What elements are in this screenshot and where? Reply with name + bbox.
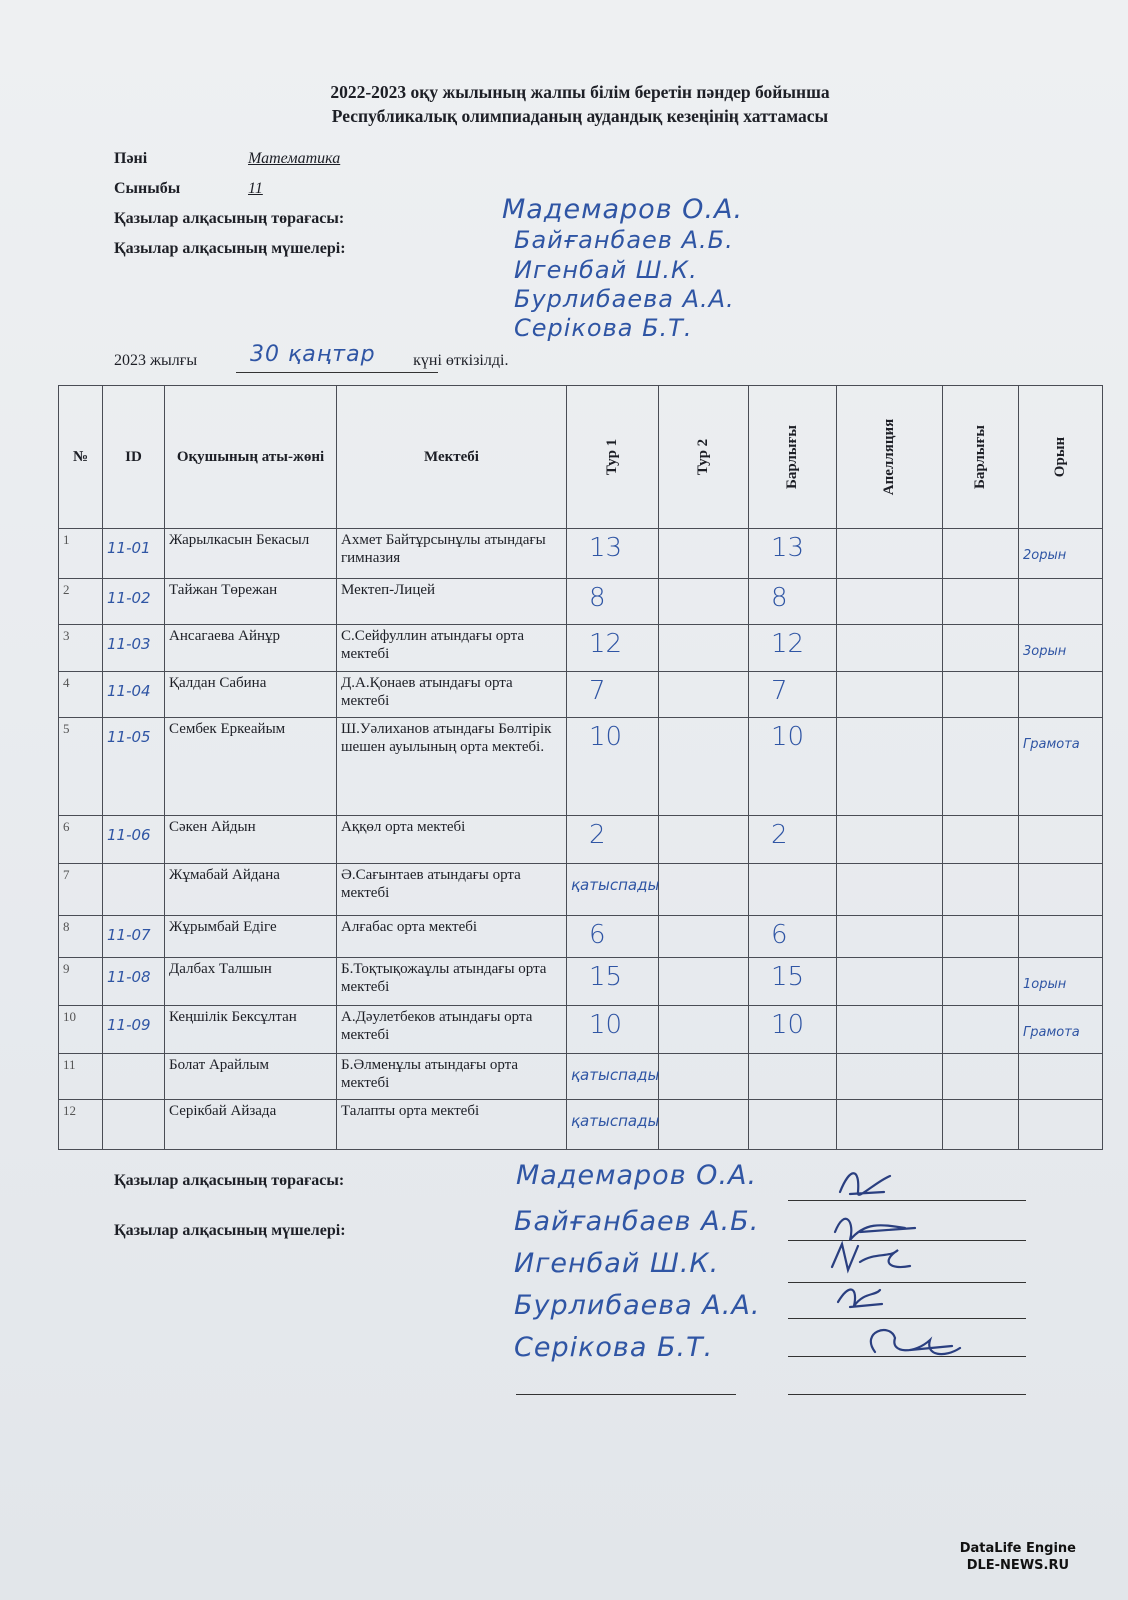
footer-signer-2: Байғанбаев А.Б.	[514, 1206, 760, 1237]
signature-scribbles	[820, 1162, 1030, 1392]
school-name: А.Дәулетбеков атындағы орта мектебі	[337, 1006, 567, 1054]
row-number: 6	[59, 816, 103, 864]
total-after-appeal	[943, 579, 1019, 625]
school-name: С.Сейфуллин атындағы орта мектебі	[337, 625, 567, 672]
appeal-cell	[837, 864, 943, 916]
tur2-score	[659, 816, 749, 864]
row-id: 11-09	[103, 1006, 165, 1054]
place-cell: 2орын	[1019, 529, 1103, 579]
date-handwritten: 30 қаңтар	[250, 342, 376, 367]
row-number: 4	[59, 672, 103, 718]
date-underline	[236, 372, 438, 373]
total-after-appeal	[943, 1054, 1019, 1100]
total-score: 10	[749, 1006, 837, 1054]
watermark	[960, 1540, 1076, 1574]
footer-signer-4: Бурлибаева А.А.	[514, 1290, 761, 1321]
tur2-score	[659, 864, 749, 916]
footer-signer-1: Мадемаров О.А.	[516, 1160, 758, 1191]
school-name: Б.Тоқтықожаұлы атындағы орта мектебі	[337, 958, 567, 1006]
appeal-cell	[837, 672, 943, 718]
row-number: 2	[59, 579, 103, 625]
total-score: 7	[749, 672, 837, 718]
appeal-cell	[837, 529, 943, 579]
signature-line-6	[788, 1394, 1026, 1395]
table-header-row	[59, 386, 1103, 529]
row-number: 12	[59, 1100, 103, 1150]
student-name: Кеңшілік Бексұлтан	[165, 1006, 337, 1054]
total-score: 10	[749, 718, 837, 816]
tur1-score: 7	[567, 672, 659, 718]
tur2-score	[659, 916, 749, 958]
table-row	[59, 958, 1103, 1006]
col-header-id: ID	[103, 386, 165, 529]
col-header-no: №	[59, 386, 103, 529]
total-after-appeal	[943, 625, 1019, 672]
appeal-cell	[837, 1100, 943, 1150]
student-name: Жарылкасын Бекасыл	[165, 529, 337, 579]
total-after-appeal	[943, 672, 1019, 718]
total-after-appeal	[943, 958, 1019, 1006]
table-row	[59, 672, 1103, 718]
school-name: Аққөл орта мектебі	[337, 816, 567, 864]
member-1-handwritten: Байғанбаев А.Б.	[514, 226, 734, 254]
row-number: 8	[59, 916, 103, 958]
table-row	[59, 1054, 1103, 1100]
total-score: 13	[749, 529, 837, 579]
tur1-score: қатыспады	[567, 864, 659, 916]
total-after-appeal	[943, 916, 1019, 958]
footer-chair-label: Қазылар алқасының төрағасы:	[114, 1172, 345, 1189]
school-name: Д.А.Қонаев атындағы орта мектебі	[337, 672, 567, 718]
student-name: Қалдан Сабина	[165, 672, 337, 718]
student-name: Далбах Талшын	[165, 958, 337, 1006]
tur2-score	[659, 1054, 749, 1100]
place-cell	[1019, 1100, 1103, 1150]
appeal-cell	[837, 625, 943, 672]
document-title	[150, 80, 1010, 128]
grade-value: 11	[248, 180, 263, 197]
student-name: Жұрымбай Едіге	[165, 916, 337, 958]
total-after-appeal	[943, 1100, 1019, 1150]
tur1-score: 8	[567, 579, 659, 625]
student-name: Сембек Еркеайым	[165, 718, 337, 816]
subject-value: Математика	[248, 150, 341, 167]
school-name: Алғабас орта мектебі	[337, 916, 567, 958]
table-row	[59, 579, 1103, 625]
tur2-score	[659, 625, 749, 672]
col-header-place: Орын	[1019, 386, 1103, 529]
row-id: 11-01	[103, 529, 165, 579]
row-number: 5	[59, 718, 103, 816]
row-id: 11-05	[103, 718, 165, 816]
subject-label: Пәні	[114, 150, 148, 167]
appeal-cell	[837, 579, 943, 625]
student-name: Жұмабай Айдана	[165, 864, 337, 916]
tur1-score: 13	[567, 529, 659, 579]
total-score	[749, 1100, 837, 1150]
tur2-score	[659, 958, 749, 1006]
place-cell	[1019, 916, 1103, 958]
col-header-name: Оқушының аты-жөні	[165, 386, 337, 529]
signature-line-left	[516, 1394, 736, 1395]
tur2-score	[659, 529, 749, 579]
student-name: Ансагаева Айнұр	[165, 625, 337, 672]
place-cell: 3орын	[1019, 625, 1103, 672]
student-name: Сәкен Айдын	[165, 816, 337, 864]
member-2-handwritten: Игенбай Ш.К.	[514, 256, 698, 284]
col-header-tur1: Тур 1	[567, 386, 659, 529]
footer-signer-3: Игенбай Ш.К.	[514, 1248, 720, 1279]
row-id: 11-08	[103, 958, 165, 1006]
tur2-score	[659, 1006, 749, 1054]
row-number: 1	[59, 529, 103, 579]
member-4-handwritten: Серікова Б.Т.	[514, 314, 693, 342]
appeal-cell	[837, 916, 943, 958]
tur2-score	[659, 1100, 749, 1150]
results-table	[58, 385, 1103, 1150]
row-number: 10	[59, 1006, 103, 1054]
school-name: Ахмет Байтұрсынұлы атындағы гимназия	[337, 529, 567, 579]
watermark-line-1: DataLife Engine	[959, 1541, 1076, 1556]
tur2-score	[659, 579, 749, 625]
student-name: Серікбай Айзада	[165, 1100, 337, 1150]
school-name: Талапты орта мектебі	[337, 1100, 567, 1150]
row-number: 3	[59, 625, 103, 672]
row-number: 7	[59, 864, 103, 916]
tur1-score: 10	[567, 1006, 659, 1054]
tur2-score	[659, 672, 749, 718]
chair-name-handwritten: Мадемаров О.А.	[502, 194, 744, 225]
row-id	[103, 864, 165, 916]
col-header-total: Барлығы	[749, 386, 837, 529]
tur1-score: 2	[567, 816, 659, 864]
table-row	[59, 816, 1103, 864]
row-id: 11-02	[103, 579, 165, 625]
place-cell	[1019, 864, 1103, 916]
total-after-appeal	[943, 529, 1019, 579]
table-row	[59, 1006, 1103, 1054]
date-prefix: 2023 жылғы	[114, 352, 198, 369]
row-number: 9	[59, 958, 103, 1006]
table-row	[59, 625, 1103, 672]
tur1-score: 15	[567, 958, 659, 1006]
row-id	[103, 1054, 165, 1100]
place-cell	[1019, 816, 1103, 864]
appeal-cell	[837, 1054, 943, 1100]
row-id: 11-03	[103, 625, 165, 672]
total-after-appeal	[943, 1006, 1019, 1054]
chair-label: Қазылар алқасының төрағасы:	[114, 210, 345, 227]
members-label: Қазылар алқасының мүшелері:	[114, 240, 346, 257]
footer-signer-5: Серікова Б.Т.	[514, 1332, 714, 1363]
total-score: 2	[749, 816, 837, 864]
table-row	[59, 916, 1103, 958]
tur1-score: қатыспады	[567, 1100, 659, 1150]
date-suffix: күні өткізілді.	[413, 352, 509, 369]
grade-label: Сыныбы	[114, 180, 181, 197]
total-score	[749, 1054, 837, 1100]
place-cell: 1орын	[1019, 958, 1103, 1006]
tur2-score	[659, 718, 749, 816]
table-row	[59, 718, 1103, 816]
title-line-1: 2022-2023 оқу жылының жалпы білім беретін пәндер бойынша	[330, 82, 830, 102]
col-header-tur2: Тур 2	[659, 386, 749, 529]
row-id: 11-06	[103, 816, 165, 864]
school-name: Мектеп-Лицей	[337, 579, 567, 625]
row-id: 11-04	[103, 672, 165, 718]
footer-members-label: Қазылар алқасының мүшелері:	[114, 1222, 346, 1239]
place-cell	[1019, 579, 1103, 625]
school-name: Ә.Сағынтаев атындағы орта мектебі	[337, 864, 567, 916]
title-line-2: Республикалық олимпиаданың аудандық кезеңінің хаттамасы	[331, 106, 829, 126]
total-score: 6	[749, 916, 837, 958]
member-3-handwritten: Бурлибаева А.А.	[514, 285, 735, 313]
appeal-cell	[837, 816, 943, 864]
tur1-score: қатыспады	[567, 1054, 659, 1100]
appeal-cell	[837, 718, 943, 816]
appeal-cell	[837, 958, 943, 1006]
place-cell: Грамота	[1019, 1006, 1103, 1054]
place-cell	[1019, 1054, 1103, 1100]
col-header-appeal: Апелляция	[837, 386, 943, 529]
table-row	[59, 1100, 1103, 1150]
total-after-appeal	[943, 816, 1019, 864]
total-after-appeal	[943, 864, 1019, 916]
row-id	[103, 1100, 165, 1150]
school-name: Б.Әлменұлы атындағы орта мектебі	[337, 1054, 567, 1100]
row-number: 11	[59, 1054, 103, 1100]
total-score: 15	[749, 958, 837, 1006]
total-score	[749, 864, 837, 916]
tur1-score: 10	[567, 718, 659, 816]
total-after-appeal	[943, 718, 1019, 816]
col-header-school: Мектебі	[337, 386, 567, 529]
watermark-line-2: DLE-NEWS.RU	[966, 1558, 1070, 1573]
place-cell	[1019, 672, 1103, 718]
table-row	[59, 864, 1103, 916]
total-score: 12	[749, 625, 837, 672]
tur1-score: 12	[567, 625, 659, 672]
student-name: Болат Арайлым	[165, 1054, 337, 1100]
col-header-total-after-appeal: Барлығы	[943, 386, 1019, 529]
place-cell: Грамота	[1019, 718, 1103, 816]
school-name: Ш.Уәлиханов атындағы Бөлтірік шешен ауылының орта мектебі.	[337, 718, 567, 816]
student-name: Тайжан Төрежан	[165, 579, 337, 625]
tur1-score: 6	[567, 916, 659, 958]
appeal-cell	[837, 1006, 943, 1054]
table-row	[59, 529, 1103, 579]
total-score: 8	[749, 579, 837, 625]
row-id: 11-07	[103, 916, 165, 958]
